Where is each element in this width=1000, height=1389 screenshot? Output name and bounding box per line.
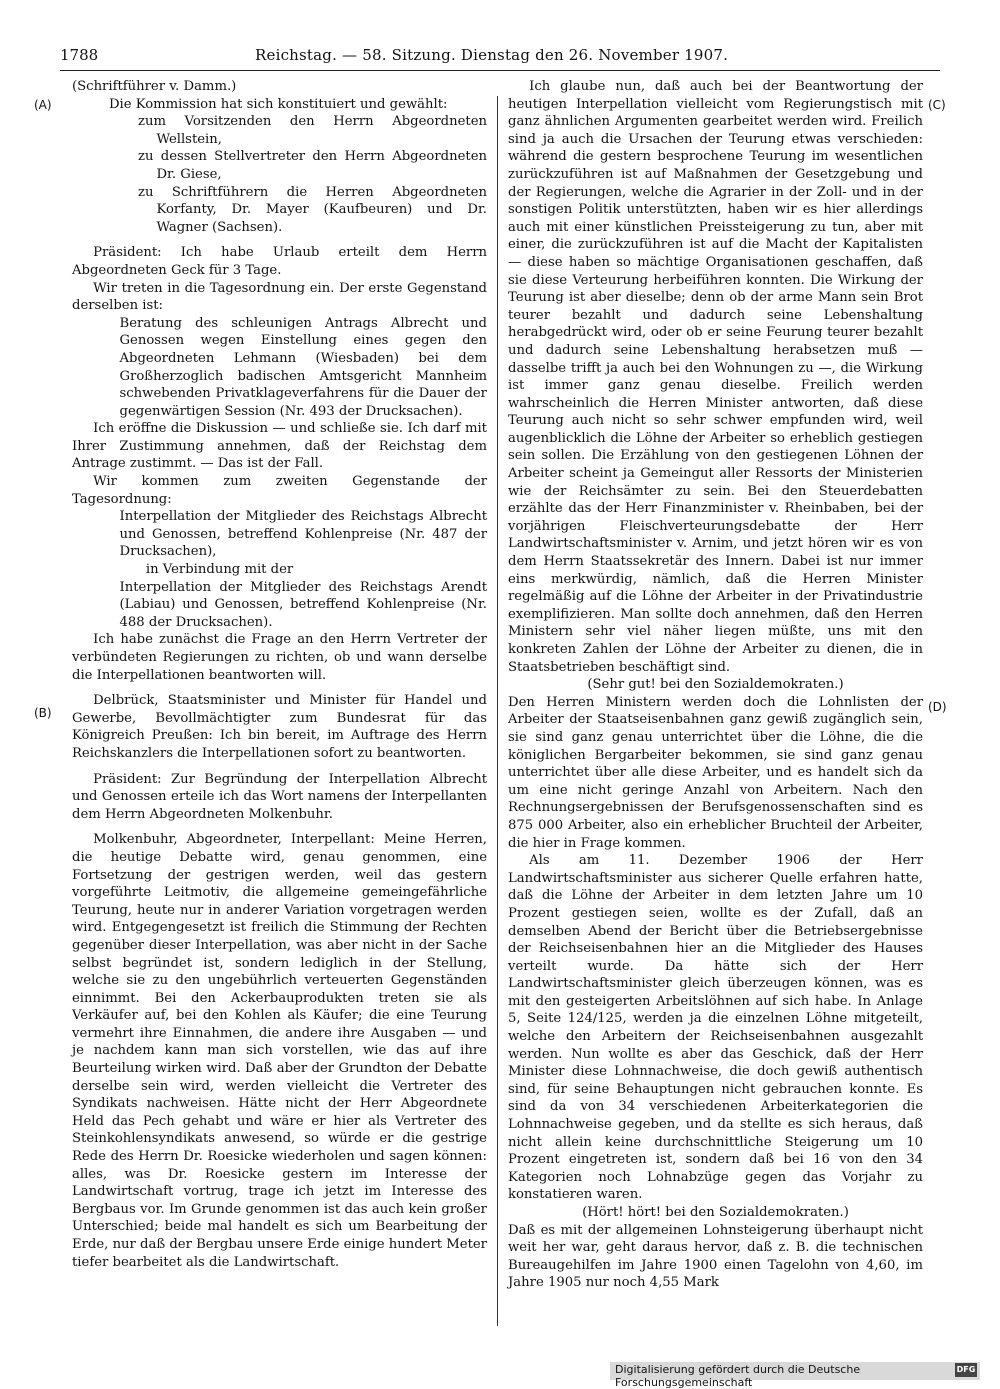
left-column: [72, 78, 487, 1271]
margin-marker-c: (C): [928, 98, 946, 112]
margin-marker-d: (D): [928, 700, 947, 714]
paragraph: Präsident: Ich habe Urlaub erteilt dem Herrn Abgeordneten Geck für 3 Tage.: [72, 245, 487, 278]
paragraph: Daß es mit der allgemeinen Lohnsteigerung überhaupt nicht weit her war, geht daraus hervor, daß z. B. die technischen Bureaugehilfen im Jahre 1900 einen Tagelohn von 4,60, im Jahre 1905 nur noch 4,55 Mark: [508, 1222, 923, 1291]
paragraph: Präsident: Zur Begründung der Interpellation Albrecht und Genossen erteile ich das Wort namens der Interpellanten dem Herrn Abgeordneten Molkenbuhr.: [72, 771, 487, 822]
paragraph: Ich eröffne die Diskussion — und schließe sie. Ich darf mit Ihrer Zustimmung annehmen, daß der Reichstag dem Antrage zustimmt. — Das ist der Fall.: [72, 421, 487, 472]
paragraph: Ich habe zunächst die Frage an den Herrn Vertreter der verbündeten Regierungen zu richten, ob und wann derselbe die Interpellationen beantworten will.: [72, 632, 487, 683]
paragraph: zu Schriftführern die Herren Abgeordneten Korfanty, Dr. Mayer (Kaufbeuren) und Dr. Wagner (Sachsen).: [138, 184, 487, 235]
page-header: [60, 46, 940, 68]
paragraph: Wir kommen zum zweiten Gegenstande der Tagesordnung:: [72, 474, 487, 507]
paragraph: (Hört! hört! bei den Sozialdemokraten.): [582, 1205, 849, 1220]
margin-marker-b: (B): [34, 706, 52, 720]
paragraph: (Schriftführer v. Damm.): [72, 79, 237, 94]
running-head: Reichstag. — 58. Sitzung. Dienstag den 26. November 1907.: [255, 46, 729, 64]
paragraph: Delbrück, Staatsminister und Minister für Handel und Gewerbe, Bevollmächtigter zum Bundesrat für das Königreich Preußen: Ich bin bereit, im Auftrage des Herrn Reichskanzlers die Interpellationen sofort zu beantworten.: [72, 693, 487, 761]
paragraph: zu dessen Stellvertreter den Herrn Abgeordneten Dr. Giese,: [138, 149, 487, 182]
column-divider: [497, 96, 498, 1326]
paragraph: Wir treten in die Tagesordnung ein. Der erste Gegenstand derselben ist:: [72, 280, 487, 314]
paragraph: zum Vorsitzenden den Herrn Abgeordneten Wellstein,: [138, 114, 487, 147]
paragraph: Beratung des schleunigen Antrags Albrecht und Genossen wegen Einstellung eines gegen den Abgeordneten Lehmann (Wiesbaden) bei dem Großherzoglich badischen Amtsgericht Mannheim schwebenden Privatklageverfahrens für die Dauer der gegenwärtigen Session (Nr. 493 der Drucksachen).: [119, 315, 487, 419]
paragraph: Ich glaube nun, daß auch bei der Beantwortung der heutigen Interpellation vielleicht vom Regierungstisch mit ganz ähnlichen Argumenten gearbeitet werden wird. Freilich sind ja auch die Ursachen der Teurung etwas verschieden: während die gestern besprochene Teurung im wesentlichen zurückzuführen ist auf Maßnahmen der Gesetzgebung und der Regierungen, welche die Agrarier in der Zoll- und in der sonstigen Politik unterstützten, haben wir es hier allerdings auch mit einer künstlichen Preissteigerung zu tun, aber mit einer, die zurückzuführen ist auf die Macht der Kapitalisten — diese haben so mächtige Organisationen geschaffen, daß sie diese Verteurung herbeiführen konnten. Die Wirkung der Teurung ist aber dieselbe; denn ob der arme Mann sein Brot teurer bezahlt und dadurch seine Lebenshaltung herabgedrückt wird, oder ob er seine Feurung teurer bezahlt und dadurch seine Lebenshaltung herabsetzen muß — dasselbe trifft ja auch bei den Wohnungen zu —, die Wirkung ist immer ganz genau dieselbe. Freilich werden wahrscheinlich die Herren Minister antworten, daß diese Teurung auch nicht so sehr schwer empfunden wird, weil augenblicklich die Löhne der Arbeiter so erheblich gestiegen sein sollen. Die Erzählung von den gestiegenen Löhnen der Arbeiter scheint ja Gemeingut aller Ressorts der Ministerien wie der Reichsämter zu sein. Bei den Steuerdebatten erzählte das der Herr Finanzminister v. Rheinbaben, bei der vorjährigen Fleischverteurungsdebatte der Herr Landwirtschaftsminister v. Arnim, und jetzt hören wir es von dem Herrn Staatssekretär des Innern. Dabei ist nur immer eins merkwürdig, nämlich, daß die Herren Minister regelmäßig auf die Löhne der Arbeiter in der Privatindustrie exemplifizieren. Man sollte doch annehmen, daß den Herren Ministern sehr viel näher liegen müßte, uns mit den konkreten Zahlen der Löhne der Arbeiter zu dienen, die in Staatsbetrieben beschäftigt sind.: [508, 79, 923, 675]
paragraph: Interpellation der Mitglieder des Reichstags Albrecht und Genossen, betreffend Kohlenpreise (Nr. 487 der Drucksachen),: [119, 509, 487, 560]
right-column: [508, 78, 923, 1292]
paragraph: (Sehr gut! bei den Sozialdemokraten.): [587, 677, 844, 693]
dfg-logo: DFG: [955, 1363, 977, 1377]
paragraph: Die Kommission hat sich konstituiert und gewählt:: [108, 96, 448, 112]
paragraph: Molkenbuhr, Abgeordneter, Interpellant: Meine Herren, die heutige Debatte wird, genau genommen, eine Fortsetzung der gestrigen werden, weil das gestern vorgeführte Leitmotiv, die allgemeine gemeingefährliche Teurung, heute nur in anderer Variation vorgetragen werden wird. Entgegengesetzt ist freilich die Stimmung der Rechten gegenüber dieser Interpellation, was aber nicht in der Sache selbst begründet ist, sondern lediglich in der Stellung, welche sie zu den ungebührlich verteuerten Gegenständen einnimmt. Bei den Ackerbauprodukten treten sie als Verkäufer auf, bei den Kohlen als Käufer; die eine Teurung vermehrt ihre Einnahmen, die andere ihre Ausgaben — und je nachdem kann man sich vorstellen, wie das auf ihre Beurteilung wirken wird. Daß aber der Grundton der Debatte derselbe sein wird, werden vielleicht die Vertreter des Syndikats nachweisen. Hätte nicht der Herr Abgeordnete Held das Pech gehabt und wäre er hier als Vertreter des Steinkohlensyndikats anwesend, so würde er die gestrige Rede des Herrn Dr. Roesicke wiederholen und sagen können: alles, was Dr. Roesicke gestern im Interesse der Landwirtschaft vortrug, trage ich jetzt im Interesse des Bergbaus vor. Im Grunde genommen ist das auch kein großer Unterschied; beide mal handelt es sich um Bearbeitung der Erde, nur daß der Bergbau unsere Erde einige hundert Meter tiefer bearbeitet als die Landwirtschaft.: [72, 832, 487, 1270]
paragraph: Interpellation der Mitglieder des Reichstags Arendt (Labiau) und Genossen, betreffend Kohlenpreise (Nr. 488 der Drucksachen).: [119, 579, 487, 630]
footer-text: Digitalisierung gefördert durch die Deutsche Forschungsgemeinschaft: [615, 1363, 861, 1389]
page-number: 1788: [60, 46, 99, 64]
paragraph: Als am 11. Dezember 1906 der Herr Landwirtschaftsminister aus sicherer Quelle erfahren hatte, daß die Löhne der Arbeiter in dem letzten Jahre um 10 Prozent gestiegen seien, wollte es der Zufall, daß an demselben Abend der Bericht über die Betriebsergebnisse der Reichseisenbahnen hier an die Mitglieder des Hauses verteilt wurde. Da hätte sich der Herr Landwirtschaftsminister gleich überzeugen können, was es mit den gesteigerten Arbeitslöhnen auf sich habe. In Anlage 5, Seite 124/125, werden ja die einzelnen Löhne mitgeteilt, welche den Arbeitern der Reichseisenbahnen ausgezahlt werden. Nun wollte es aber das Geschick, daß der Herr Minister diese Lohnnachweise, die doch gewiß authentisch sind, für seine Behauptungen nicht gebrauchen konnte. Es sind da von 34 verschiedenen Arbeiterkategorien die Lohnnachweise gegeben, und da stellte es sich heraus, daß nicht allein keine durchschnittliche Steigerung um 10 Prozent eingetreten ist, sondern daß bei 16 von den 34 Kategorien noch Lohnabzüge gegen das Vorjahr zu konstatieren waren.: [508, 853, 923, 1203]
margin-marker-a: (A): [34, 98, 52, 112]
paragraph: in Verbindung mit der: [145, 562, 294, 578]
paragraph: Den Herren Ministern werden doch die Lohnlisten der Arbeiter der Staatseisenbahnen ganz gewiß zugänglich sein, sie sind ganz genau unterrichtet über die Löhne, die die königlichen Bergarbeiter bekommen, sie sind ganz genau unterrichtet über alle diese Arbeiter, und es handelt sich da um eine nicht geringe Anzahl von Arbeitern. Nach den Rechnungsergebnissen der Berufsgenossenschaften sind es 875 000 Arbeiter, also ein erheblicher Bruchteil der Arbeiter, die hier in Frage kommen.: [508, 694, 923, 851]
header-rule: [60, 70, 940, 71]
